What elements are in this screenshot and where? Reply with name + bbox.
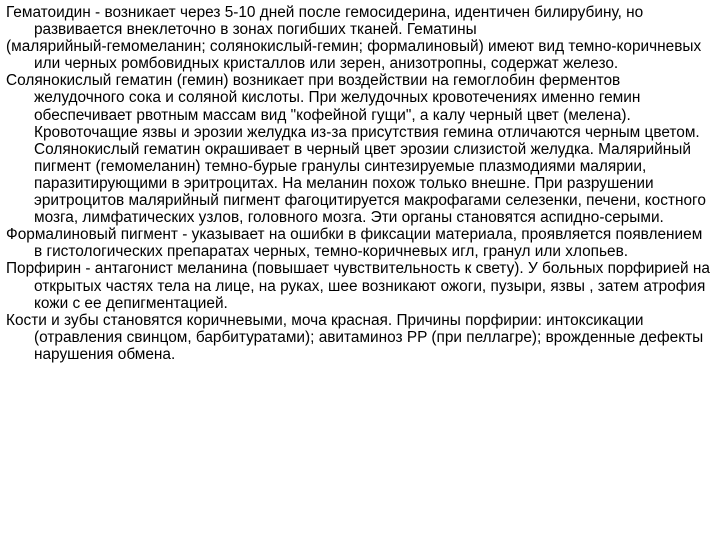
paragraph-formalin-pigment: Формалиновый пигмент - указывает на ошибки в фиксации материала, проявляется появлением в гистологических препаратах черных, темно-коричневых игл, гранул или хлопьев. (6, 226, 703, 261)
paragraph-hemin: Солянокислый гематин (гемин) возникает при воздействии на гемоглобин ферментов желудочного сока и соляной кислоты. При желудочных кровотечениях именно гемин обеспечивает рвотным массам вид "кофейной гущи", а калу черный цвет (мелена). Кровоточащие язвы и эрозии желудка из-за присутствия гемина отличаются черным цветом. Солянокислый гематин окрашивает в черный цвет эрозии слизистой желудка. Малярийный пигмент (гемомеланин) темно-бурые гранулы синтезируемые плазмодиями малярии, паразитирующими в эритроцитах. На меланин похож только внешне. При разрушении эритроцитов малярийный пигмент фагоцитируется макрофагами селезенки, печени, костного мозга, лимфатических узлов, головного мозга. Эти органы становятся аспидно-серыми. (6, 72, 706, 227)
paragraph-hematoidin: Гематоидин - возникает через 5-10 дней после гемосидерина, идентичен билирубину, но развивается внеклеточно в зонах погибших тканей. Гематины (6, 4, 644, 39)
paragraph-hematins: (малярийный-гемомеланин; солянокислый-гемин; формалиновый) имеют вид темно-коричневых или черных ромбовидных кристаллов или зерен, анизотропны, содержат железо. (6, 38, 702, 73)
paragraph-porphyrin: Порфирин - антагонист меланина (повышает чувствительность к свету). У больных порфирией на открытых частях тела на лице, на руках, шее возникают ожоги, пузыри, язвы , затем атрофия кожи с ее депигментацией. (6, 260, 710, 312)
paragraph-porphyria-causes: Кости и зубы становятся коричневыми, моча красная. Причины порфирии: интоксикации (отравления свинцом, барбитуратами); авитаминоз PP (при пеллагре); врожденные дефекты нарушения обмена. (6, 311, 704, 363)
